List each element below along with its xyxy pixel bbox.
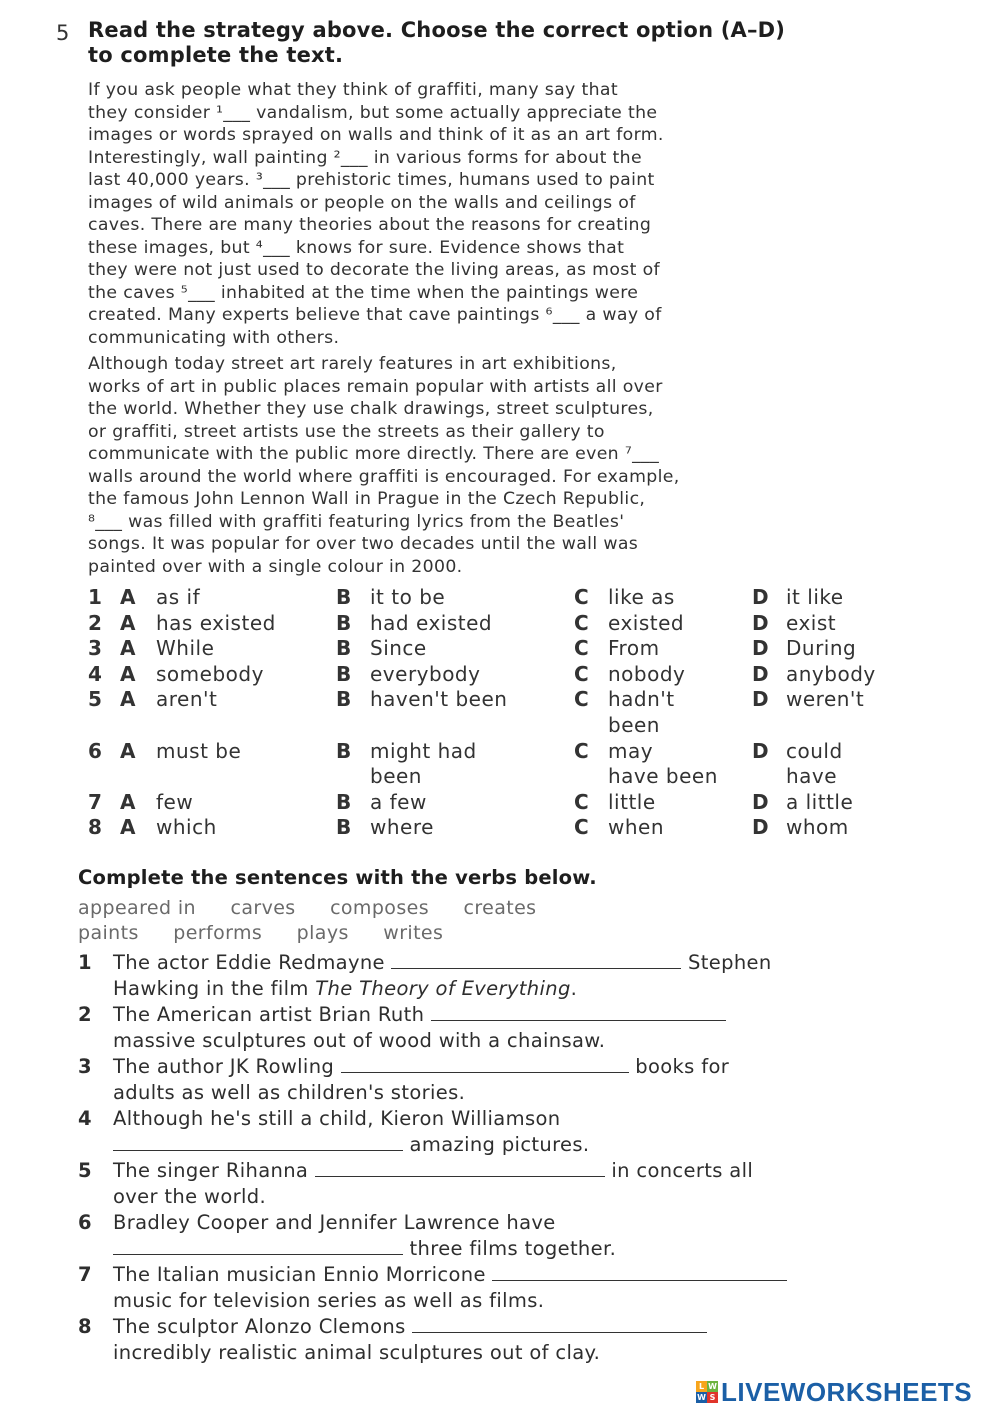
sentence-text: The Italian musician Ennio Morricone (113, 1263, 493, 1286)
option-letter-a: A (120, 815, 136, 840)
option-row (88, 739, 988, 790)
option-d[interactable]: whom (786, 815, 849, 840)
option-d[interactable]: weren't (786, 687, 865, 712)
option-a[interactable]: which (156, 815, 217, 840)
sentence-text: The singer Rihanna (113, 1159, 315, 1182)
question-number: 8 (88, 815, 103, 840)
sentence-line (113, 1158, 938, 1184)
option-row (88, 662, 988, 688)
liveworksheets-logo (696, 1378, 972, 1406)
section-2-title: Complete the sentences with the verbs below. (78, 866, 597, 889)
option-c[interactable]: hadn't been (608, 687, 675, 737)
option-c[interactable]: when (608, 815, 665, 840)
sentence-list (78, 950, 938, 1366)
answer-blank[interactable] (431, 1002, 726, 1021)
option-letter-a: A (120, 585, 136, 609)
question-number: 3 (88, 636, 103, 661)
option-row (88, 585, 988, 611)
sentence-line: music for television series as well as films. (113, 1289, 545, 1312)
option-a[interactable]: as if (156, 585, 201, 609)
option-letter-d: D (752, 585, 770, 609)
option-letter-b: B (336, 636, 352, 661)
word-bank-item: plays (296, 922, 349, 944)
option-b[interactable]: had existed (370, 610, 493, 635)
logo-text: LIVEWORKSHEETS (721, 1376, 973, 1407)
option-letter-a: A (120, 661, 136, 686)
sentence-number: 7 (78, 1263, 92, 1286)
word-bank-item: writes (383, 922, 444, 944)
passage-paragraph-1: If you ask people what they think of graffiti, many say that they consider ¹___ vandalism, but some actually appreciate the images or words sprayed on walls and think of it as an art form. Interestingly, wall painting ²___ in various forms for about the last 40,000 years. ³___ prehistoric times, humans used to paint images of wild animals or people on the walls and ceilings of caves. There are many theories about the reasons for creating these images, but ⁴___ knows for sure. Evidence shows that they were not just used to decorate the living areas, as most of the caves ⁵___ inhabited at the time when the paintings were created. Many experts believe that cave paintings ⁶___ a way of communicating with others. (88, 80, 664, 348)
option-c[interactable]: little (608, 789, 656, 814)
sentence-number: 5 (78, 1159, 92, 1182)
option-letter-c: C (574, 661, 590, 686)
sentence-item (78, 1314, 938, 1366)
answer-blank[interactable] (391, 950, 681, 969)
option-a[interactable]: aren't (156, 687, 218, 712)
option-letter-b: B (336, 815, 352, 840)
option-letter-c: C (574, 610, 590, 635)
option-d[interactable]: exist (786, 610, 837, 635)
option-letter-d: D (752, 610, 770, 635)
option-row (88, 815, 988, 841)
logo-icon-letter: L (696, 1381, 707, 1392)
option-letter-c: C (574, 815, 590, 840)
option-row (88, 687, 988, 738)
answer-blank[interactable] (341, 1054, 629, 1073)
sentence-item (78, 1106, 938, 1158)
sentence-line (113, 1054, 938, 1080)
sentence-text: Hawking in the film (113, 977, 316, 1000)
answer-blank[interactable] (412, 1314, 707, 1333)
instruction-line-1: Read the strategy above. Choose the correct option (A–D) (88, 18, 786, 42)
sentence-line (113, 1132, 938, 1158)
sentence-line (113, 976, 938, 1002)
options-table (88, 585, 988, 841)
option-b[interactable]: where (370, 815, 434, 840)
logo-icon-letter: S (707, 1392, 718, 1403)
sentence-line: massive sculptures out of wood with a chainsaw. (113, 1029, 606, 1052)
option-b[interactable]: haven't been (370, 687, 508, 712)
option-letter-c: C (574, 585, 590, 609)
option-letter-a: A (120, 789, 136, 814)
question-number: 6 (88, 738, 103, 763)
exercise-instruction (88, 18, 968, 68)
word-bank-item: carves (230, 897, 296, 919)
option-b[interactable]: a few (370, 789, 427, 814)
question-number: 4 (88, 661, 103, 686)
sentence-text: . (570, 977, 578, 1000)
question-number: 7 (88, 789, 103, 814)
option-row (88, 790, 988, 816)
option-letter-c: C (574, 789, 590, 814)
sentence-item (78, 1054, 938, 1106)
option-letter-d: D (752, 687, 770, 712)
option-letter-d: D (752, 636, 770, 661)
option-c[interactable]: may have been (608, 738, 718, 789)
sentence-text: The American artist Brian Ruth (113, 1003, 431, 1026)
option-letter-d: D (752, 815, 770, 840)
option-letter-d: D (752, 661, 770, 686)
sentence-text: books for (628, 1055, 730, 1078)
option-letter-b: B (336, 738, 352, 763)
sentence-text: Stephen (681, 951, 772, 974)
option-letter-a: A (120, 738, 136, 763)
sentence-item (78, 1262, 938, 1314)
word-bank-line-1 (78, 896, 698, 921)
sentence-line: over the world. (113, 1185, 267, 1208)
sentence-item (78, 1002, 938, 1054)
sentence-line (113, 1236, 938, 1262)
answer-blank[interactable] (315, 1158, 605, 1177)
sentence-text: three films together. (403, 1237, 617, 1260)
option-d[interactable]: a little (786, 789, 854, 814)
word-bank-item: paints (78, 922, 139, 944)
option-b[interactable]: Since (370, 636, 427, 661)
option-b[interactable]: might had been (370, 738, 477, 789)
word-bank (78, 896, 698, 946)
word-bank-item: composes (330, 897, 430, 919)
option-a[interactable]: must be (156, 738, 242, 763)
sentence-line (113, 1262, 938, 1288)
sentence-text: The sculptor Alonzo Clemons (113, 1315, 413, 1338)
sentence-text: The actor Eddie Redmayne (113, 951, 392, 974)
sentence-number: 8 (78, 1315, 92, 1338)
answer-blank[interactable] (113, 1132, 403, 1151)
sentence-text: in concerts all (604, 1159, 754, 1182)
option-row (88, 611, 988, 637)
option-letter-b: B (336, 789, 352, 814)
sentence-line: adults as well as children's stories. (113, 1081, 466, 1104)
exercise-number: 5 (56, 21, 70, 45)
sentence-item (78, 1158, 938, 1210)
option-b[interactable]: it to be (370, 585, 446, 609)
sentence-line (113, 950, 938, 976)
word-bank-line-2 (78, 921, 698, 946)
sentence-line: Bradley Cooper and Jennifer Lawrence have (113, 1211, 556, 1234)
option-c[interactable]: like as (608, 585, 675, 609)
option-letter-c: C (574, 687, 590, 712)
answer-blank[interactable] (113, 1236, 403, 1255)
answer-blank[interactable] (492, 1262, 787, 1281)
option-d[interactable]: anybody (786, 661, 876, 686)
logo-icon-letter: W (708, 1382, 717, 1391)
option-c[interactable]: nobody (608, 661, 686, 686)
option-a[interactable]: few (156, 789, 194, 814)
sentence-line (113, 1314, 938, 1340)
option-letter-d: D (752, 738, 770, 763)
option-d[interactable]: During (786, 636, 857, 661)
logo-icon-letter: W (697, 1393, 706, 1402)
sentence-number: 3 (78, 1055, 92, 1078)
word-bank-item: appeared in (78, 897, 197, 919)
option-letter-a: A (120, 610, 136, 635)
option-letter-d: D (752, 789, 770, 814)
sentence-number: 1 (78, 951, 92, 974)
word-bank-item: creates (463, 897, 537, 919)
instruction-line-2: to complete the text. (88, 43, 344, 67)
option-b[interactable]: everybody (370, 661, 481, 686)
option-letter-b: B (336, 661, 352, 686)
sentence-number: 4 (78, 1107, 92, 1130)
question-number: 1 (88, 585, 103, 609)
sentence-line: Although he's still a child, Kieron Williamson (113, 1107, 561, 1130)
option-letter-a: A (120, 687, 136, 712)
option-letter-a: A (120, 636, 136, 661)
reading-passage (88, 79, 908, 582)
passage-paragraph-2: Although today street art rarely features in art exhibitions, works of art in public places remain popular with artists all over the world. Whether they use chalk drawings, street sculptures, or graffiti, street artists use the streets as their gallery to communicate with the public more directly. There are even ⁷___ walls around the world where graffiti is encouraged. For example, the famous John Lennon Wall in Prague in the Czech Republic, ⁸___ was filled with graffiti featuring lyrics from the Beatles' songs. It was popular for over two decades until the wall was painted over with a single colour in 2000. (88, 354, 680, 577)
option-a[interactable]: While (156, 636, 215, 661)
sentence-number: 6 (78, 1211, 92, 1234)
liveworksheets-logo-icon (696, 1381, 718, 1403)
option-d[interactable]: could have (786, 738, 843, 789)
option-letter-b: B (336, 687, 352, 712)
sentence-item (78, 950, 938, 1002)
option-a[interactable]: somebody (156, 661, 264, 686)
film-title: The Theory of Everything (315, 977, 571, 1000)
option-c[interactable]: existed (608, 610, 685, 635)
sentence-text: amazing pictures. (403, 1133, 590, 1156)
option-a[interactable]: has existed (156, 610, 276, 635)
question-number: 2 (88, 610, 103, 635)
sentence-line: incredibly realistic animal sculptures out of clay. (113, 1341, 601, 1364)
option-letter-c: C (574, 738, 590, 763)
question-number: 5 (88, 687, 103, 712)
sentence-item (78, 1210, 938, 1262)
sentence-text: The author JK Rowling (113, 1055, 341, 1078)
option-c[interactable]: From (608, 636, 660, 661)
sentence-number: 2 (78, 1003, 92, 1026)
option-row (88, 636, 988, 662)
option-d[interactable]: it like (786, 585, 844, 609)
option-letter-b: B (336, 610, 352, 635)
option-letter-c: C (574, 636, 590, 661)
option-letter-b: B (336, 585, 352, 609)
sentence-line (113, 1002, 938, 1028)
word-bank-item: performs (173, 922, 263, 944)
